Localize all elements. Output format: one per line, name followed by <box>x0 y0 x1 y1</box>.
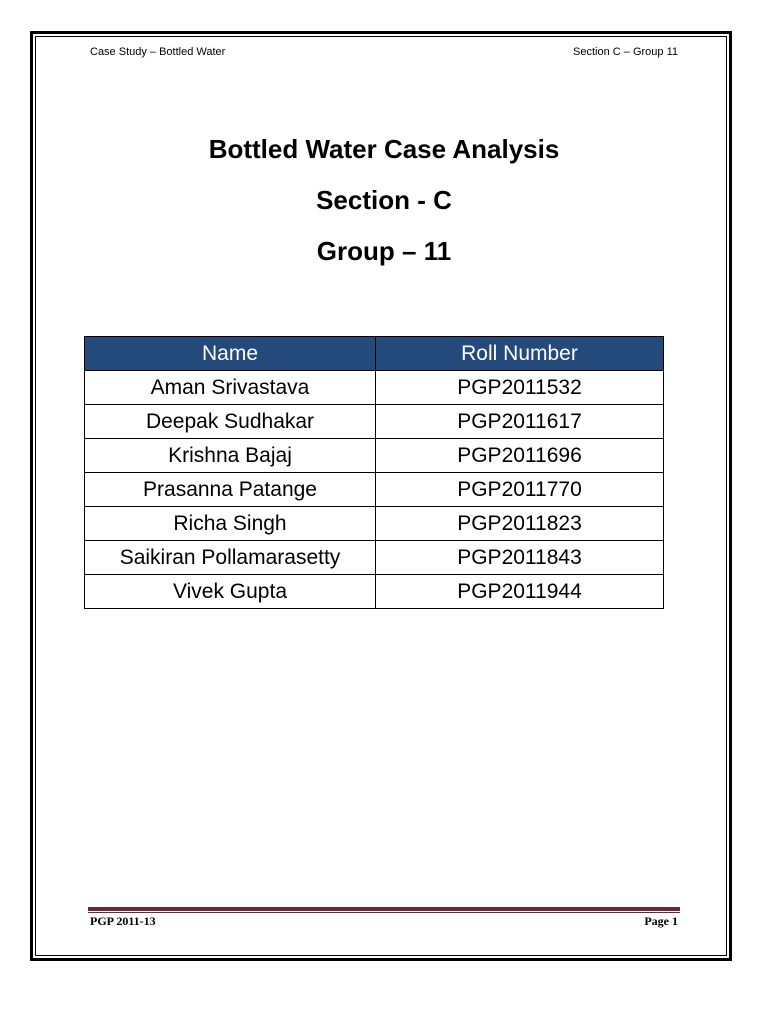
roll-number: PGP2011770 <box>376 473 664 507</box>
table-header-row <box>85 337 664 371</box>
roll-number: PGP2011532 <box>376 371 664 405</box>
roll-number: PGP2011823 <box>376 507 664 541</box>
table-row <box>85 473 664 507</box>
table-row <box>85 405 664 439</box>
table-row <box>85 507 664 541</box>
member-table <box>84 336 664 609</box>
member-name: Saikiran Pollamarasetty <box>85 541 376 575</box>
table-row <box>85 371 664 405</box>
member-name: Vivek Gupta <box>85 575 376 609</box>
table-row <box>85 541 664 575</box>
table-row <box>85 439 664 473</box>
table-row <box>85 575 664 609</box>
header-right-text: Section C – Group 11 <box>573 46 678 58</box>
document-title: Bottled Water Case Analysis <box>208 134 560 164</box>
footer-left-text: PGP 2011-13 <box>90 914 156 928</box>
section-title: Section - C <box>316 185 452 215</box>
member-name: Krishna Bajaj <box>85 439 376 473</box>
roll-number: PGP2011617 <box>376 405 664 439</box>
member-name: Aman Srivastava <box>85 371 376 405</box>
footer-divider-thin <box>88 912 680 913</box>
member-name: Prasanna Patange <box>85 473 376 507</box>
roll-number: PGP2011944 <box>376 575 664 609</box>
header-left-text: Case Study – Bottled Water <box>90 46 226 58</box>
member-name: Richa Singh <box>85 507 376 541</box>
member-name: Deepak Sudhakar <box>85 405 376 439</box>
column-header-name: Name <box>85 337 376 371</box>
column-header-roll-number: Roll Number <box>376 337 664 371</box>
roll-number: PGP2011843 <box>376 541 664 575</box>
page-number: Page 1 <box>644 914 678 928</box>
roll-number: PGP2011696 <box>376 439 664 473</box>
footer-divider <box>88 907 680 911</box>
group-title: Group – 11 <box>316 236 452 266</box>
